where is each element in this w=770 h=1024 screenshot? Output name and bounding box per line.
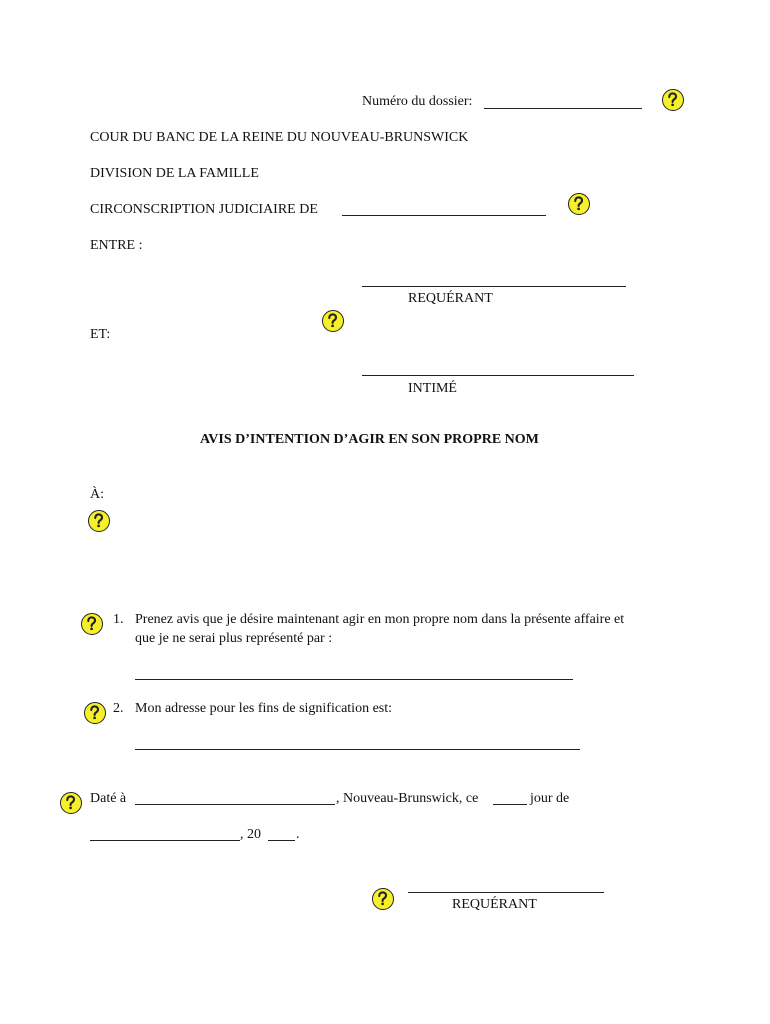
help-question-icon[interactable] xyxy=(81,613,103,635)
judicial-district-label: CIRCONSCRIPTION JUDICIAIRE DE xyxy=(90,202,318,217)
day-of-label: jour de xyxy=(530,791,570,806)
help-question-icon[interactable] xyxy=(372,888,394,910)
help-question-icon[interactable] xyxy=(60,792,82,814)
province-day-label: , Nouveau-Brunswick, ce xyxy=(336,791,479,806)
court-name: COUR DU BANC DE LA REINE DU NOUVEAU-BRUNSWICK xyxy=(90,130,469,145)
signature-role-label: REQUÉRANT xyxy=(452,897,537,912)
year-suffix-label: . xyxy=(296,827,300,842)
recipient-label: À: xyxy=(90,487,104,502)
judicial-district-field[interactable] xyxy=(342,215,546,216)
item-text: Mon adresse pour les fins de signification est: xyxy=(135,701,393,716)
respondent-name-field[interactable] xyxy=(362,375,634,376)
division-name: DIVISION DE LA FAMILLE xyxy=(90,166,259,181)
item-number: 2. xyxy=(113,701,124,716)
applicant-role-label: REQUÉRANT xyxy=(408,291,493,306)
help-question-icon[interactable] xyxy=(568,193,590,215)
help-question-icon[interactable] xyxy=(84,702,106,724)
dated-at-label: Daté à xyxy=(90,791,127,806)
year-prefix-label: , 20 xyxy=(240,827,261,842)
service-address-field[interactable] xyxy=(135,749,580,750)
signature-field[interactable] xyxy=(408,892,604,893)
document-title: AVIS D’INTENTION D’AGIR EN SON PROPRE NOM xyxy=(200,432,539,447)
day-field[interactable] xyxy=(493,804,527,805)
item-text-continued: que je ne serai plus représenté par : xyxy=(135,631,333,646)
dated-place-field[interactable] xyxy=(135,804,335,805)
applicant-name-field[interactable] xyxy=(362,286,626,287)
month-field[interactable] xyxy=(90,840,240,841)
item-number: 1. xyxy=(113,612,124,627)
item-text: Prenez avis que je désire maintenant agir en mon propre nom dans la présente affaire et xyxy=(135,612,625,627)
year-field[interactable] xyxy=(268,840,295,841)
file-number-label: Numéro du dossier: xyxy=(362,94,473,109)
help-question-icon[interactable] xyxy=(88,510,110,532)
help-question-icon[interactable] xyxy=(662,89,684,111)
and-label: ET: xyxy=(90,327,111,342)
former-representative-field[interactable] xyxy=(135,679,573,680)
respondent-role-label: INTIMÉ xyxy=(408,381,457,396)
between-label: ENTRE : xyxy=(90,238,143,253)
file-number-field[interactable] xyxy=(484,108,642,109)
help-question-icon[interactable] xyxy=(322,310,344,332)
